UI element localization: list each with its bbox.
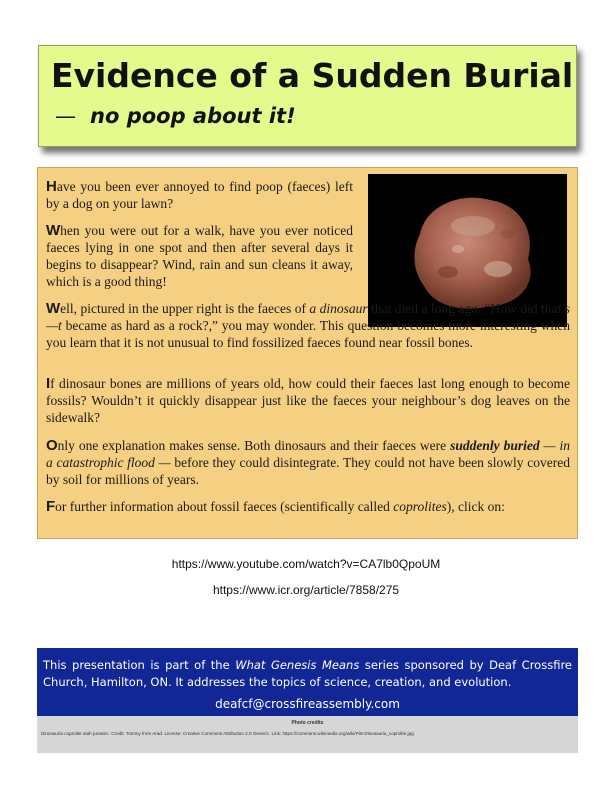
credits-title: Photo credits [291,720,324,726]
title-banner [38,45,577,147]
emphasis: a dinosaur [309,301,368,316]
footer-text-part: This presentation is part of the [43,658,236,672]
youtube-link[interactable]: https://www.youtube.com/watch?v=CA7lb0QpoUM [171,557,441,571]
icr-link[interactable]: https://www.icr.org/article/7858/275 [212,583,400,597]
strong-emphasis: suddenly buried [450,438,540,453]
paragraph-1 [46,178,353,212]
drop-initial: W [46,222,61,239]
paragraph-2 [46,222,353,290]
drop-initial: H [46,178,57,195]
paragraph-text: before they could disintegrate. They could not have been slowly covered by soil for millions of years. [46,455,570,487]
footer-text-part: series sponsored by Deaf Crossfire Church, Hamilton, ON. It addresses the topics of science, creation, and evolution. [43,658,572,689]
page-title: Evidence of a Sudden Burial [51,56,574,95]
footer-banner [37,648,578,716]
emphasis: coprolites [393,499,447,514]
page-subtitle [55,104,296,128]
paragraph-text: nly one explanation makes sense. Both dinosaurs and their faeces were [57,438,451,453]
emphasis: s—t [46,301,570,333]
paragraph-3 [46,300,570,351]
title-dash: — [55,104,76,128]
paragraph-text: became as hard as a rock?,” you may wonder. This question becomes more interesting when you learn that it is not unusual to find fossilized faeces found near fossil bones. [46,318,570,350]
paragraph-5 [46,437,570,488]
credits-text: Dinosauria coprolite utah jurassic. Credit: Tommy from Arad. License: Creative Commons Attribution 2.0 Generic. Link: https://commons.wikimedia.org/wiki/File:Dinosauria_coprolite.jpg. [41,731,415,736]
paragraph-text: hen you were out for a walk, have you ever noticed faeces lying in one spot and then after several days it begins to disappear? Wind, rain and sun cleans it away, which is a good thing! [46,223,353,289]
article-body [37,167,578,539]
drop-initial: I [46,375,51,392]
footer-text [43,657,572,691]
drop-initial: W [46,300,61,317]
series-name: What Genesis Means [235,658,360,672]
paragraph-text: ell, pictured in the upper right is the faeces of [60,301,310,316]
paragraph-text: that died a long ago. “How did that [367,301,565,316]
paragraph-text: f dinosaur bones are millions of years old, how could their faeces last long enough to become fossils? Wouldn’t it quickly disappear just like the faeces your neighbour’s dog leaves on the sidewalk? [46,376,570,425]
drop-initial: O [46,437,58,454]
contact-email-link[interactable]: deafcf@crossfireassembly.com [215,697,400,711]
paragraph-text: ), click on: [446,499,505,514]
photo-credits [37,716,578,753]
subtitle-text: no poop about it! [90,104,296,128]
paragraph-text: ave you been ever annoyed to find poop (faeces) left by a dog on your lawn? [46,179,353,211]
paragraph-6 [46,498,570,515]
drop-initial: F [46,498,56,515]
emphasis: — in a catastrophic flood — [46,438,570,470]
paragraph-text: or further information about fossil faeces (scientifically called [55,499,394,514]
paragraph-4 [46,375,570,426]
